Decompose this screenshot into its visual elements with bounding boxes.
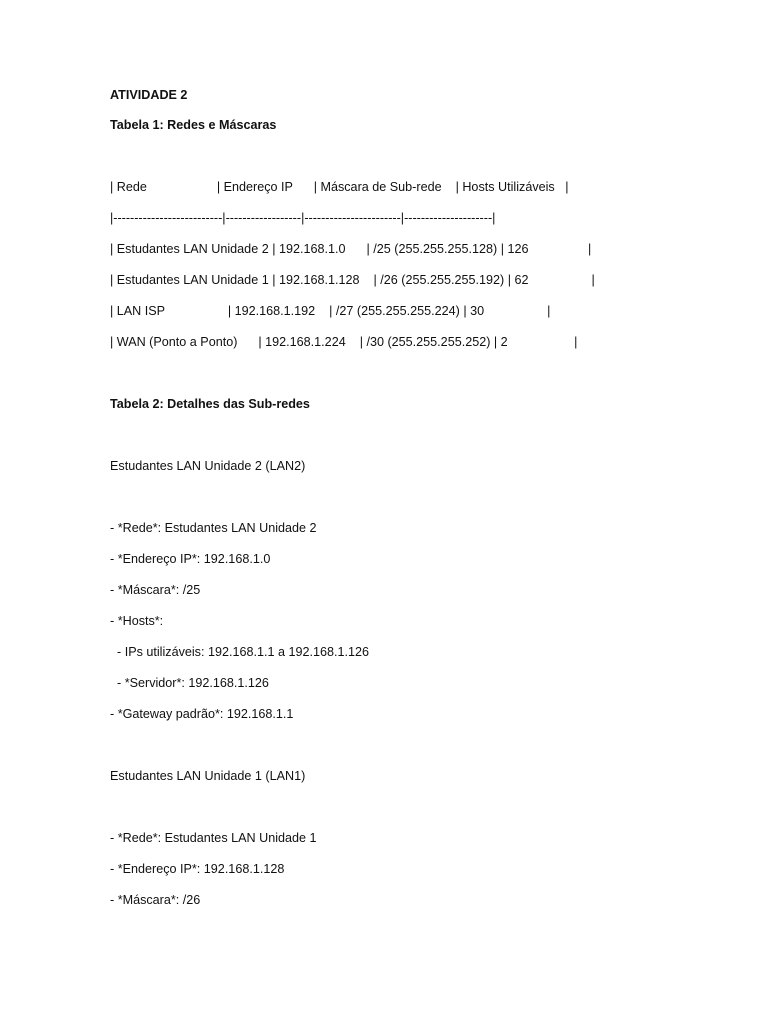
table1-row: | WAN (Ponto a Ponto) | 192.168.1.224 | /30 (255.255.255.252) | 2 | — [110, 335, 578, 349]
lan1-list-item: - *Endereço IP*: 192.168.1.128 — [110, 862, 285, 876]
table1-header-row: | Rede | Endereço IP | Máscara de Sub-rede | Hosts Utilizáveis | — [110, 180, 569, 194]
lan2-list-item: - *Hosts*: — [110, 614, 164, 628]
table1-caption: Tabela 1: Redes e Máscaras — [110, 118, 277, 132]
table1-row: | LAN ISP | 192.168.1.192 | /27 (255.255.255.224) | 30 | — [110, 304, 551, 318]
lan2-list-item: - *Rede*: Estudantes LAN Unidade 2 — [110, 521, 317, 535]
lan1-heading: Estudantes LAN Unidade 1 (LAN1) — [110, 769, 306, 783]
lan2-list-subitem: - *Servidor*: 192.168.1.126 — [110, 676, 269, 690]
lan2-list-subitem: - IPs utilizáveis: 192.168.1.1 a 192.168.1.126 — [110, 645, 370, 659]
lan1-list-item: - *Máscara*: /26 — [110, 893, 201, 907]
lan2-heading: Estudantes LAN Unidade 2 (LAN2) — [110, 459, 306, 473]
lan2-list-item: - *Máscara*: /25 — [110, 583, 201, 597]
table1-separator-row: |--------------------------|------------------|-----------------------|---------------------| — [110, 211, 496, 225]
table1-row: | Estudantes LAN Unidade 2 | 192.168.1.0 | /25 (255.255.255.128) | 126 | — [110, 242, 592, 256]
lan1-list-item: - *Rede*: Estudantes LAN Unidade 1 — [110, 831, 317, 845]
table2-caption: Tabela 2: Detalhes das Sub-redes — [110, 397, 310, 411]
lan2-list-item: - *Endereço IP*: 192.168.1.0 — [110, 552, 271, 566]
document-title: ATIVIDADE 2 — [110, 88, 188, 102]
table1-row: | Estudantes LAN Unidade 1 | 192.168.1.128 | /26 (255.255.255.192) | 62 | — [110, 273, 595, 287]
lan2-list-item: - *Gateway padrão*: 192.168.1.1 — [110, 707, 294, 721]
